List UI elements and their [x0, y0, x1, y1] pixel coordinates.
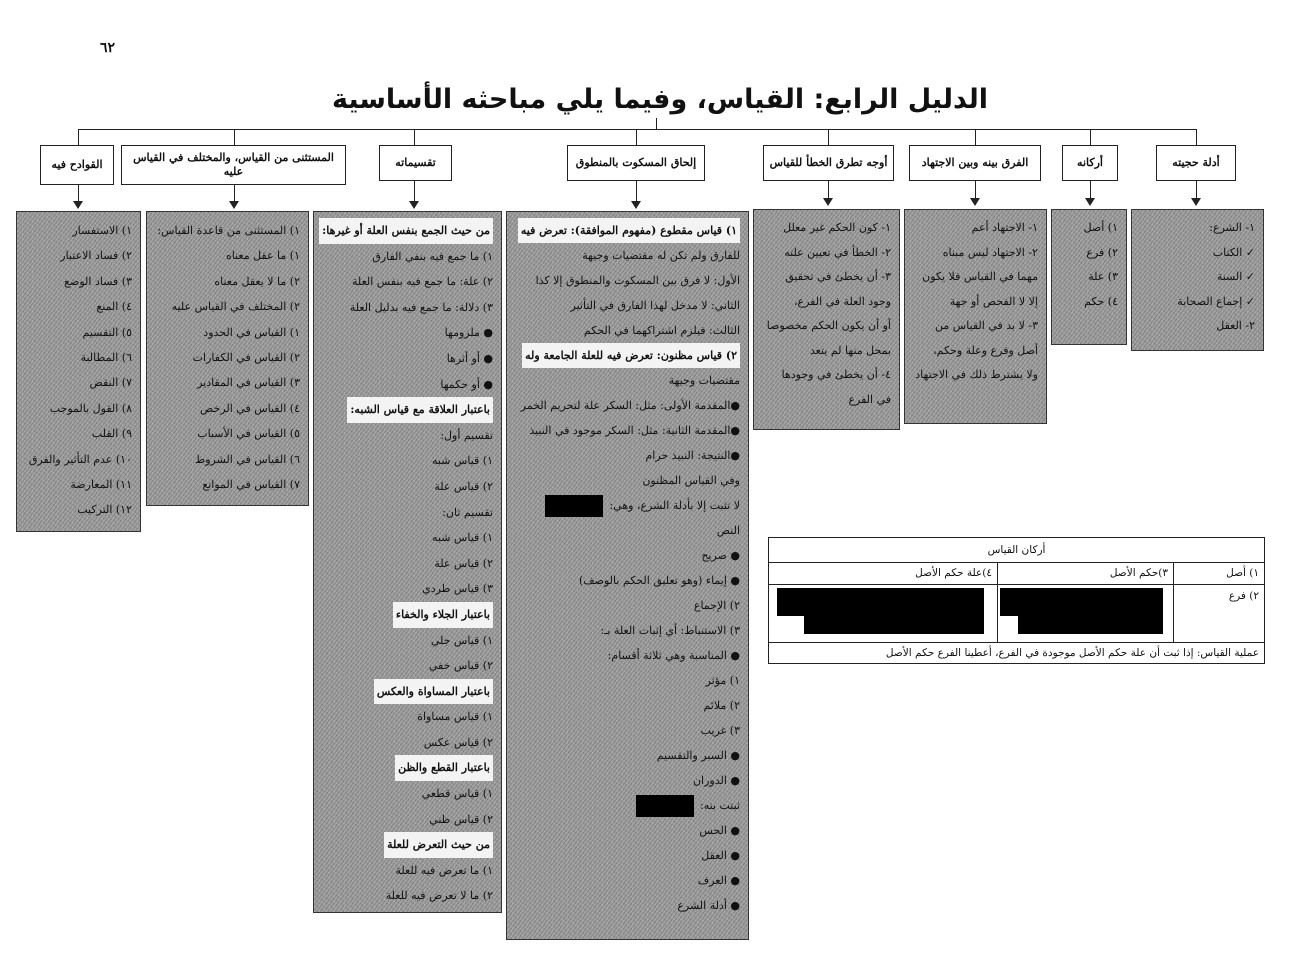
list-item — [322, 397, 493, 423]
arrow-down-icon — [1191, 198, 1201, 206]
list-item: ٤) حكم — [1084, 294, 1118, 308]
list-item: ١) الاستفسار — [72, 224, 132, 237]
list-item: ٣) دلالة: ما جمع فيه بدليل العلة — [349, 300, 493, 314]
tree-root-stem — [656, 118, 657, 130]
list-item — [515, 218, 740, 243]
list-item: في الفرع — [848, 392, 891, 406]
tree-drop — [828, 129, 829, 145]
connector — [234, 185, 235, 201]
list-item: مهما في القياس فلا يكون — [922, 270, 1038, 283]
table-row — [769, 584, 1264, 643]
list-item: ١) مؤثر — [705, 674, 740, 687]
panel-ilhaq — [506, 211, 749, 940]
tree-drop — [975, 129, 976, 145]
list-item — [322, 679, 493, 705]
list-item: تقسيم ثان: — [442, 505, 493, 519]
section-heading: باعتبار الجلاء والخفاء — [393, 602, 493, 628]
list-item: الثاني: لا مدخل لهذا الفارق في التأثير — [570, 299, 740, 312]
list-item: أو أن يكون الحكم مخصوصا — [766, 319, 891, 332]
connector — [975, 181, 976, 198]
list-item: ٢) القياس في الكفارات — [192, 351, 300, 365]
panel-excluded — [146, 211, 309, 506]
list-item: ٢) ما لا يعقل معناه — [214, 274, 300, 288]
list-item: ٢) علة: ما جمع فيه بنفس العلة — [352, 275, 493, 289]
list-item — [322, 832, 493, 858]
list-item: ٢) قياس ظني — [429, 812, 493, 826]
arrow-down-icon — [823, 198, 833, 206]
list-item: ١) المستثنى من قاعدة القياس: — [157, 224, 300, 237]
list-item: ١) قياس شبه — [432, 454, 493, 468]
list-item: ١) أصل — [1083, 221, 1118, 234]
table-footer-row — [769, 642, 1264, 664]
list-item: ٢) ملائم — [703, 699, 740, 712]
list-item: ٢) ما لا تعرض فيه للعلة — [385, 889, 493, 903]
list-item: ٨) القول بالموجب — [49, 401, 132, 415]
list-item: ●النتيجة: النبيذ حرام — [645, 449, 740, 462]
section-heading: باعتبار العلاقة مع قياس الشبه: — [347, 397, 493, 423]
list-item: ● أو حكمها — [440, 377, 493, 391]
redaction-block — [545, 495, 603, 517]
section-heading: ١) قياس مقطوع (مفهوم الموافقة): تعرض فيه — [518, 218, 740, 243]
header-label: تقسيماته — [395, 156, 436, 169]
list-item: ٢) قياس علة — [434, 479, 493, 493]
list-item: ٣) القياس في المقادير — [197, 376, 300, 390]
list-item: ولا يشترط ذلك في الاجتهاد — [915, 368, 1038, 381]
table-cell: ٢) فرع — [1173, 584, 1264, 642]
list-item: ١١) المعارضة — [70, 478, 132, 492]
section-heading: من حيث التعرض للعلة — [384, 832, 493, 858]
list-item: ● إيماء (وهو تعليق الحكم بالوصف) — [578, 574, 740, 587]
arrow-down-icon — [1085, 198, 1095, 206]
list-item: ● صريح — [701, 549, 740, 562]
list-item: ٣) الاستنباط: أي إثبات العلة بـ: — [600, 624, 740, 637]
tree-drop — [414, 129, 415, 145]
panel-error — [753, 209, 900, 430]
list-item: مقتضيات وجيهة — [668, 374, 740, 387]
pillars-table — [768, 537, 1265, 664]
list-item: ٥) التقسيم — [82, 325, 132, 339]
list-item: ٢) فرع — [1086, 245, 1118, 259]
list-item: ٣- أن يخطئ في تحقيق — [785, 270, 891, 283]
redaction-block — [636, 795, 694, 817]
list-item — [515, 343, 740, 368]
list-item: تقسيم أول: — [440, 428, 493, 442]
list-item: ١- الاجتهاد أعم — [971, 221, 1038, 234]
list-item: ٦) القياس في الشروط — [195, 452, 300, 466]
list-item: ٣) علة — [1088, 270, 1118, 283]
list-item: ● العقل — [701, 849, 740, 862]
list-item: ثبتت بنه: — [515, 793, 740, 818]
list-item: ٦) المطالبة — [80, 351, 132, 365]
redaction-block — [1018, 612, 1163, 634]
arrow-down-icon — [631, 201, 641, 209]
list-item: ١) قياس مساواة — [417, 710, 493, 724]
header-divisions — [379, 145, 452, 181]
list-item: ١- كون الحكم غير معلل — [783, 221, 891, 234]
list-item: ● الحس — [699, 824, 740, 837]
list-item — [322, 218, 493, 244]
connector — [414, 181, 415, 201]
list-item: ٢) قياس علة — [434, 556, 493, 570]
list-item: لا تثبت إلا بأدلة الشرع، وهي: — [515, 493, 740, 518]
list-item: ٢) فساد الاعتبار — [60, 249, 132, 263]
list-item: ✓ إجماع الصحابة — [1177, 294, 1255, 308]
list-item: ● الدوران — [692, 774, 740, 787]
list-item: ٢- العقل — [1216, 319, 1255, 332]
list-item: ٥) القياس في الأسباب — [197, 427, 300, 441]
panel-difference — [904, 209, 1047, 424]
list-item: ● العرف — [697, 874, 740, 887]
header-label: المستثنى من القياس، والمختلف في القياس عليه — [133, 151, 334, 178]
list-item: ● أدلة الشرع — [677, 899, 740, 912]
table-title: أركان القياس — [987, 544, 1046, 556]
list-item: ٣) فساد الوضع — [64, 274, 132, 288]
list-item: ●المقدمة الأولى: مثل: السكر علة لتحريم الخمر — [520, 399, 740, 412]
list-item: أصل وفرع وعلة وحكم، — [933, 343, 1038, 357]
list-item: النص — [716, 524, 740, 537]
list-item: ٣) قياس طردي — [422, 582, 493, 596]
section-heading: باعتبار القطع والظن — [395, 755, 493, 781]
list-item: ٢- الخطأ في تعيين علته — [784, 245, 891, 259]
list-item: وفي القياس المظنون — [642, 474, 740, 487]
list-item: ●المقدمة الثانية: مثل: السكر موجود في النبيذ — [529, 424, 740, 437]
list-item: ٤- أن يخطئ في وجودها — [781, 368, 891, 381]
list-item: ١) قياس قطعي — [421, 787, 493, 801]
redaction-block — [804, 612, 984, 634]
list-item: ٢- الاجتهاد ليس مبناه — [942, 245, 1038, 259]
list-item: ٩) القلب — [91, 427, 132, 441]
list-item: ٢) قياس عكس — [423, 735, 493, 749]
connector — [1196, 181, 1197, 198]
list-item: ٢) قياس خفي — [428, 659, 493, 673]
panel-divisions — [313, 211, 502, 913]
arrow-down-icon — [970, 198, 980, 206]
list-item: ١) قياس جلي — [430, 633, 493, 647]
tree-drop — [78, 129, 79, 145]
page-number: ٦٢ — [100, 40, 116, 56]
list-item: ١٠) عدم التأثير والفرق — [28, 452, 132, 466]
arrow-down-icon — [73, 201, 83, 209]
table-row — [769, 562, 1264, 585]
tree-drop — [1196, 129, 1197, 145]
list-item: ١) القياس في الحدود — [203, 325, 300, 339]
connector — [636, 181, 637, 201]
list-item: إلا لا الفحص أو جهة — [949, 294, 1038, 308]
header-label: القوادح فيه — [51, 158, 103, 171]
header-label: الفرق بينه وبين الاجتهاد — [921, 156, 1029, 169]
list-item: ✓ الكتاب — [1212, 245, 1255, 259]
table-cell: ١) أصل — [1173, 562, 1264, 584]
header-difference — [909, 145, 1041, 181]
connector — [1090, 181, 1091, 198]
header-ilhaq — [567, 145, 705, 181]
list-item: ٣- لا بد في القياس من — [935, 319, 1038, 332]
list-item: بمحل منها لم يتعد — [809, 343, 891, 357]
list-item: ١) قياس شبه — [432, 531, 493, 545]
list-item: للفارق ولم تكن له مقتضيات وجيهة — [582, 249, 740, 262]
list-item — [322, 602, 493, 628]
list-item: ١) ما تعرض فيه للعلة — [395, 863, 493, 877]
list-item: ٧) القياس في الموانع — [202, 478, 300, 492]
list-item — [322, 755, 493, 781]
table-cell: ٣)حكم الأصل — [997, 562, 1173, 584]
header-error — [763, 145, 894, 181]
list-item: ١) ما عقل معناه — [225, 249, 300, 263]
list-item: ● ملزومها — [444, 326, 493, 340]
panel-objections — [16, 211, 141, 532]
header-label: أدلة حجيته — [1172, 156, 1220, 169]
header-label: أركانه — [1077, 156, 1103, 169]
panel-proof — [1131, 209, 1264, 351]
header-label: أوجه تطرق الخطأ للقياس — [769, 156, 888, 169]
connector — [828, 181, 829, 198]
table-title-row — [769, 538, 1264, 563]
list-item: ● السبر والتقسيم — [656, 749, 740, 762]
connector — [78, 185, 79, 201]
header-proof — [1156, 145, 1236, 181]
section-heading: باعتبار المساواة والعكس — [374, 679, 493, 705]
section-heading: من حيث الجمع بنفس العلة أو غيرها: — [319, 218, 493, 244]
list-item: الثالث: فيلزم اشتراكهما في الحكم — [583, 324, 740, 337]
list-item: ٧) النقض — [89, 376, 132, 390]
list-item: ● المناسبة وهي ثلاثة أقسام: — [607, 649, 740, 662]
list-item: ١٢) التركيب — [77, 503, 132, 517]
list-item: ٤) المنع — [96, 300, 132, 314]
header-pillars — [1062, 145, 1118, 181]
header-objections — [40, 145, 114, 185]
page-title: الدليل الرابع: القياس، وفيما يلي مباحثه الأساسية — [331, 84, 989, 115]
tree-drop — [234, 129, 235, 145]
list-item: ٢) الإجماع — [693, 599, 740, 612]
tree-top-line — [78, 129, 1197, 130]
table-footer: عملية القياس: إذا ثبت أن علة حكم الأصل موجودة في الفرع، أعطينا الفرع حكم الأصل — [885, 647, 1259, 659]
list-item: وجود العلة في الفرع، — [793, 294, 891, 308]
list-item: ٤) القياس في الرخص — [200, 401, 300, 415]
arrow-down-icon — [229, 201, 239, 209]
list-item: الأول: لا فرق بين المسكوت والمنطوق إلا كذا — [535, 274, 740, 287]
list-item: ٣) غريب — [700, 724, 740, 737]
panel-pillars — [1051, 209, 1127, 345]
list-item: ١- الشرع: — [1209, 221, 1255, 234]
list-item: ٢) المختلف في القياس عليه — [171, 300, 300, 314]
list-item: ١) ما جمع فيه بنفي الفارق — [372, 249, 493, 263]
section-heading: ٢) قياس مظنون: تعرض فيه للعلة الجامعة وله — [522, 343, 740, 368]
header-label: إلحاق المسكوت بالمنطوق — [575, 156, 697, 169]
arrow-down-icon — [409, 201, 419, 209]
list-item: ✓ السنة — [1216, 270, 1255, 283]
table-cell: ٤)علة حكم الأصل — [915, 567, 992, 579]
tree-drop — [1090, 129, 1091, 145]
tree-drop — [636, 129, 637, 145]
list-item: ● أو أثرها — [446, 351, 493, 365]
header-excluded — [121, 145, 346, 185]
